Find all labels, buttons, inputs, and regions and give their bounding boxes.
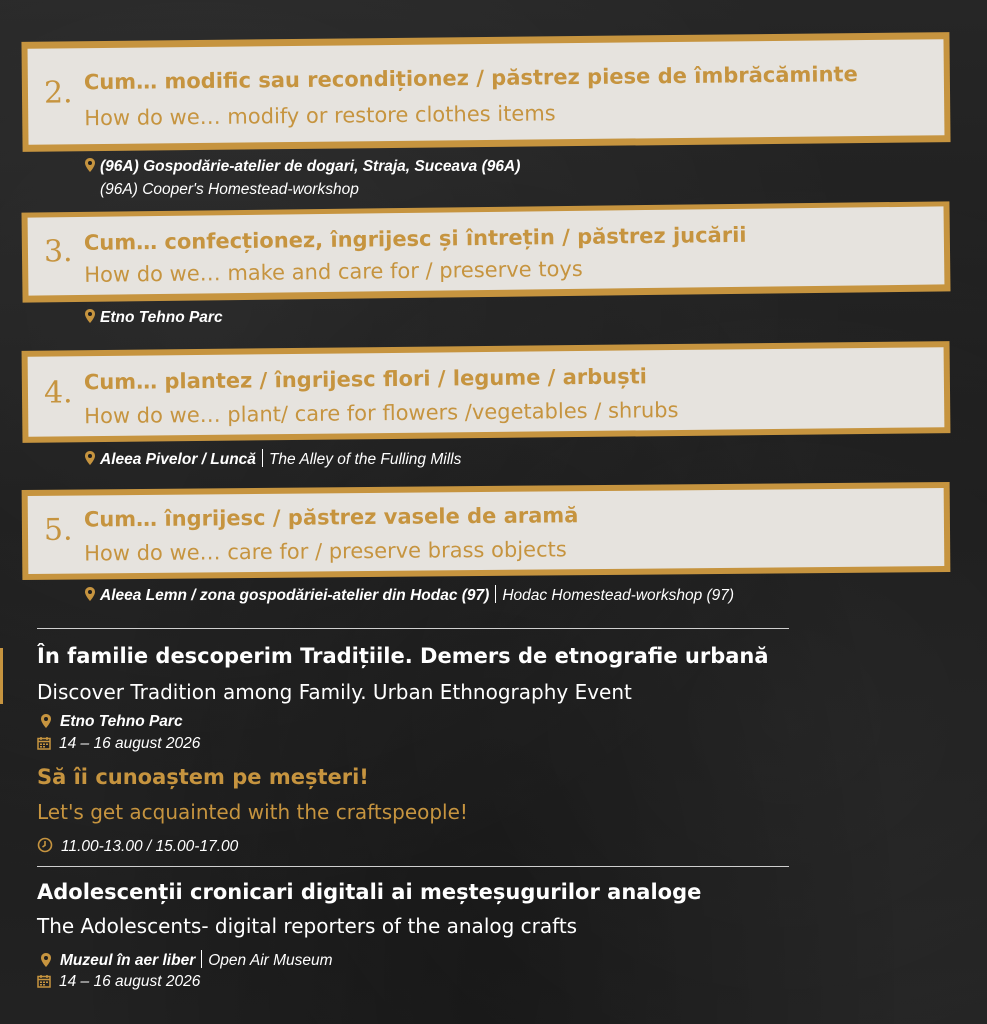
activity-number: 4. — [43, 375, 73, 411]
time-text: 11.00-13.00 / 15.00-17.00 — [61, 838, 239, 855]
sub-event-title: Să îi cunoaștem pe meșteri! — [37, 765, 369, 789]
activity-banner-3 — [28, 206, 945, 295]
activity-location — [84, 309, 223, 327]
location-en: The Alley of the Fulling Mills — [268, 451, 462, 468]
activity-title-ro: Cum… îngrijesc / păstrez vasele de aramă — [83, 503, 579, 532]
calendar-icon — [37, 736, 51, 750]
activity-number: 3. — [43, 234, 73, 270]
activity-number: 2. — [43, 75, 73, 111]
event-location — [40, 713, 183, 731]
activity-location — [84, 158, 520, 176]
activity-location — [84, 449, 461, 469]
divider — [495, 585, 496, 603]
activity-title-ro: Cum… modific sau recondiționez / păstrez piese de îmbrăcăminte — [83, 62, 858, 95]
location-ro: Aleea Pivelor / Luncă — [100, 451, 256, 468]
activity-title-en: How do we… make and care for / preserve toys — [84, 256, 583, 287]
sub-event-subtitle: Let's get acquainted with the craftspeople! — [37, 800, 468, 824]
event-date — [37, 735, 200, 753]
location-ro: Aleea Lemn / zona gospodăriei-atelier din Hodac (97) — [100, 587, 490, 604]
activity-title-ro: Cum… confecționez, îngrijesc și întrețin / păstrez jucării — [83, 222, 747, 255]
activity-banner-5 — [28, 488, 945, 574]
map-pin-icon — [40, 714, 52, 728]
location-ro: (96A) Gospodărie-atelier de dogari, Straja, Suceava (96A) — [100, 158, 521, 175]
activity-title-en: How do we… modify or restore clothes items — [84, 101, 556, 131]
location-ro: Muzeul în aer liber — [60, 952, 196, 969]
event-title: În familie descoperim Tradițiile. Demers de etnografie urbană — [37, 644, 769, 668]
event-date — [37, 973, 200, 991]
date-text: 14 – 16 august 2026 — [59, 973, 201, 990]
activity-number: 5. — [43, 512, 73, 548]
event-subtitle: The Adolescents- digital reporters of the analog crafts — [37, 914, 578, 938]
location-ro: Etno Tehno Parc — [100, 309, 223, 326]
activity-location — [84, 585, 734, 605]
event-time — [37, 837, 238, 856]
activity-banner-2 — [28, 39, 945, 145]
location-en: (96A) Cooper's Homestead-workshop — [100, 181, 359, 198]
activity-title-ro: Cum… plantez / îngrijesc flori / legume / arbuști — [83, 364, 648, 395]
divider — [262, 449, 263, 467]
section-divider — [37, 866, 789, 867]
activity-banner-4 — [28, 347, 945, 437]
map-pin-icon — [40, 953, 52, 967]
section-divider — [37, 628, 789, 629]
location-text: Etno Tehno Parc — [60, 713, 183, 730]
clock-icon — [37, 837, 53, 853]
map-pin-icon — [84, 158, 96, 172]
location-en: Hodac Homestead-workshop (97) — [502, 587, 735, 604]
divider — [201, 950, 202, 968]
date-text: 14 – 16 august 2026 — [59, 735, 201, 752]
accent-bar — [0, 648, 3, 704]
map-pin-icon — [84, 309, 96, 323]
map-pin-icon — [84, 587, 96, 601]
location-en: Open Air Museum — [208, 952, 333, 969]
event-location — [40, 950, 333, 970]
event-title: Adolescenții cronicari digitali ai meșteșugurilor analoge — [37, 880, 702, 904]
calendar-icon — [37, 974, 51, 988]
activity-title-en: How do we… care for / preserve brass objects — [84, 537, 567, 566]
map-pin-icon — [84, 451, 96, 465]
activity-title-en: How do we… plant/ care for flowers /vegetables / shrubs — [84, 397, 679, 429]
event-subtitle: Discover Tradition among Family. Urban Ethnography Event — [37, 680, 632, 704]
